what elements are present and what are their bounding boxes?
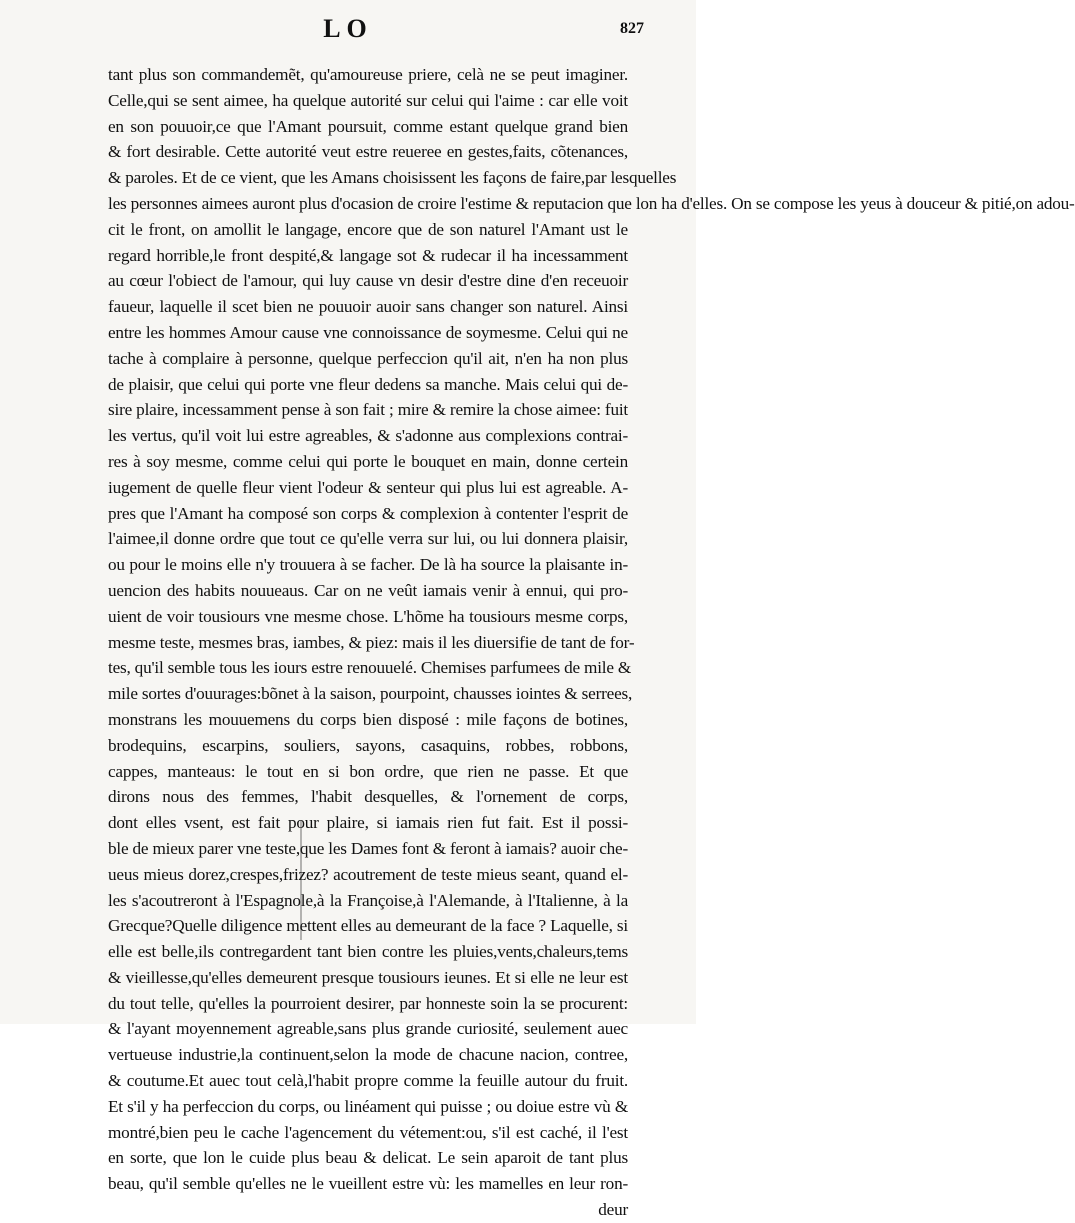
text-line: les vertus, qu'il voit lui estre agreables, & s'adonne aus complexions contrai- <box>108 426 628 446</box>
text-line: mile sortes d'ouurages:bõnet à la saison, pourpoint, chausses iointes & serrees, <box>108 684 633 704</box>
text-line: entre les hommes Amour cause vne connoissance de soymesme. Celui qui ne <box>108 322 628 342</box>
running-head: LO <box>323 14 373 43</box>
text-line: montré,bien peu le cache l'agencement du vétement:ou, s'il est caché, il l'est <box>108 1122 628 1142</box>
text-line: & fort desirable. Cette autorité veut estre reueree en gestes,faits, cõtenances, <box>108 142 628 162</box>
text-line: tes, qu'il semble tous les iours estre renouuelé. Chemises parfumees de mile & <box>108 658 632 678</box>
text-line: en son pouuoir,ce que l'Amant poursuit, comme estant quelque grand bien <box>108 116 628 136</box>
text-line: Grecque?Quelle diligence mettent elles au demeurant de la face ? Laquelle, si <box>108 916 628 936</box>
text-line: faueur, laquelle il scet bien ne pouuoir auoir sans changer son naturel. Ainsi <box>108 297 628 317</box>
text-line: uencion des habits nouueaus. Car on ne veût iamais venir à ennui, qui pro- <box>108 580 628 600</box>
text-line: iugement de quelle fleur vient l'odeur & senteur qui plus lui est agreable. A- <box>108 477 628 497</box>
text-line: uient de voir tousiours vne mesme chose. L'hõme ha tousiours mesme corps, <box>108 606 628 626</box>
text-line: tant plus son commandemẽt, qu'amoureuse priere, celà ne se peut imaginer. <box>108 65 628 84</box>
text-line: cappes, manteaus: le tout en si bon ordre, que rien ne passe. Et que <box>108 761 628 781</box>
text-line: pres que l'Amant ha composé son corps & complexion à contenter l'esprit de <box>108 503 628 523</box>
text-line: dirons nous des femmes, l'habit desquelles, & l'ornement de corps, <box>108 787 628 807</box>
text-line: mesme teste, mesmes bras, iambes, & piez: mais il les diuersifie de tant de for- <box>108 632 635 652</box>
text-line: & l'ayant moyennement agreable,sans plus grande curiosité, seulement auec <box>108 1019 628 1039</box>
text-line: Et s'il y ha perfeccion du corps, ou linéament qui puisse ; ou doiue estre vù & <box>108 1096 628 1116</box>
text-line: de plaisir, que celui qui porte vne fleur dedens sa manche. Mais celui qui de- <box>108 374 628 394</box>
text-line: cit le front, on amollit le langage, encore que de son naturel l'Amant ust le <box>108 219 628 239</box>
text-line: & paroles. Et de ce vient, que les Amans choisissent les façons de faire,par lesquelles <box>108 168 677 188</box>
catchword: deur <box>598 1200 628 1220</box>
text-line: vertueuse industrie,la continuent,selon la mode de chacune nacion, contree, <box>108 1045 628 1065</box>
body-text <box>108 62 1075 1223</box>
text-line: les s'acoutreront à l'Espagnole,à la Françoise,à l'Alemande, à l'Italienne, à la <box>108 890 628 910</box>
text-line: monstrans les mouuemens du corps bien disposé : mile façons de botines, <box>108 709 628 729</box>
text-line: Celle,qui se sent aimee, ha quelque autorité sur celui qui l'aime : car elle voit <box>108 90 628 110</box>
text-line: au cœur l'obiect de l'amour, qui luy cause vn desir d'estre dine d'en receuoir <box>108 271 628 291</box>
text-line: regard horrible,le front despité,& langage sot & rudecar il ha incessamment <box>108 245 628 265</box>
page-number: 827 <box>620 20 644 37</box>
text-line: beau, qu'il semble qu'elles ne le vueillent estre vù: les mamelles en leur ron- <box>108 1174 628 1194</box>
text-line: ou pour le moins elle n'y trouuera à se facher. De là ha source la plaisante in- <box>108 555 628 575</box>
text-line: elle est belle,ils contregardent tant bien contre les pluies,vents,chaleurs,tems <box>108 942 628 962</box>
text-line: & coutume.Et auec tout celà,l'habit propre comme la feuille autour du fruit. <box>108 1071 628 1091</box>
text-line: en sorte, que lon le cuide plus beau & delicat. Le sein aparoit de tant plus <box>108 1148 628 1168</box>
text-line: & vieillesse,qu'elles demeurent presque tousiours ieunes. Et si elle ne leur est <box>108 967 628 987</box>
text-line: ble de mieux parer vne teste,que les Dames font & feront à iamais? auoir che- <box>108 838 628 858</box>
text-line: du tout telle, qu'elles la pourroient desirer, par honneste soin la se procurent: <box>108 993 628 1013</box>
text-line: dont elles vsent, est fait pour plaire, si iamais rien fut fait. Est il possi- <box>108 813 628 833</box>
text-line: brodequins, escarpins, souliers, sayons, casaquins, robbes, robbons, <box>108 735 628 755</box>
text-line: l'aimee,il donne ordre que tout ce qu'elle verra sur lui, ou lui donnera plaisir, <box>108 529 628 549</box>
text-line: ueus mieus dorez,crespes,frizez? acoutrement de teste mieus seant, quand el- <box>108 864 628 884</box>
text-line: sire plaire, incessamment pense à son fait ; mire & remire la chose aimee: fuit <box>108 400 628 420</box>
text-line: res à soy mesme, comme celui qui porte le bouquet en main, donne certein <box>108 451 628 471</box>
gutter-shadow <box>300 820 302 940</box>
text-line: tache à complaire à personne, quelque perfeccion qu'il ait, n'en ha non plus <box>108 348 628 368</box>
text-line: les personnes aimees auront plus d'ocasion de croire l'estime & reputacion que lon ha d'elles. On se compose les yeus à douceur & pitié,on adou- <box>108 193 1075 213</box>
